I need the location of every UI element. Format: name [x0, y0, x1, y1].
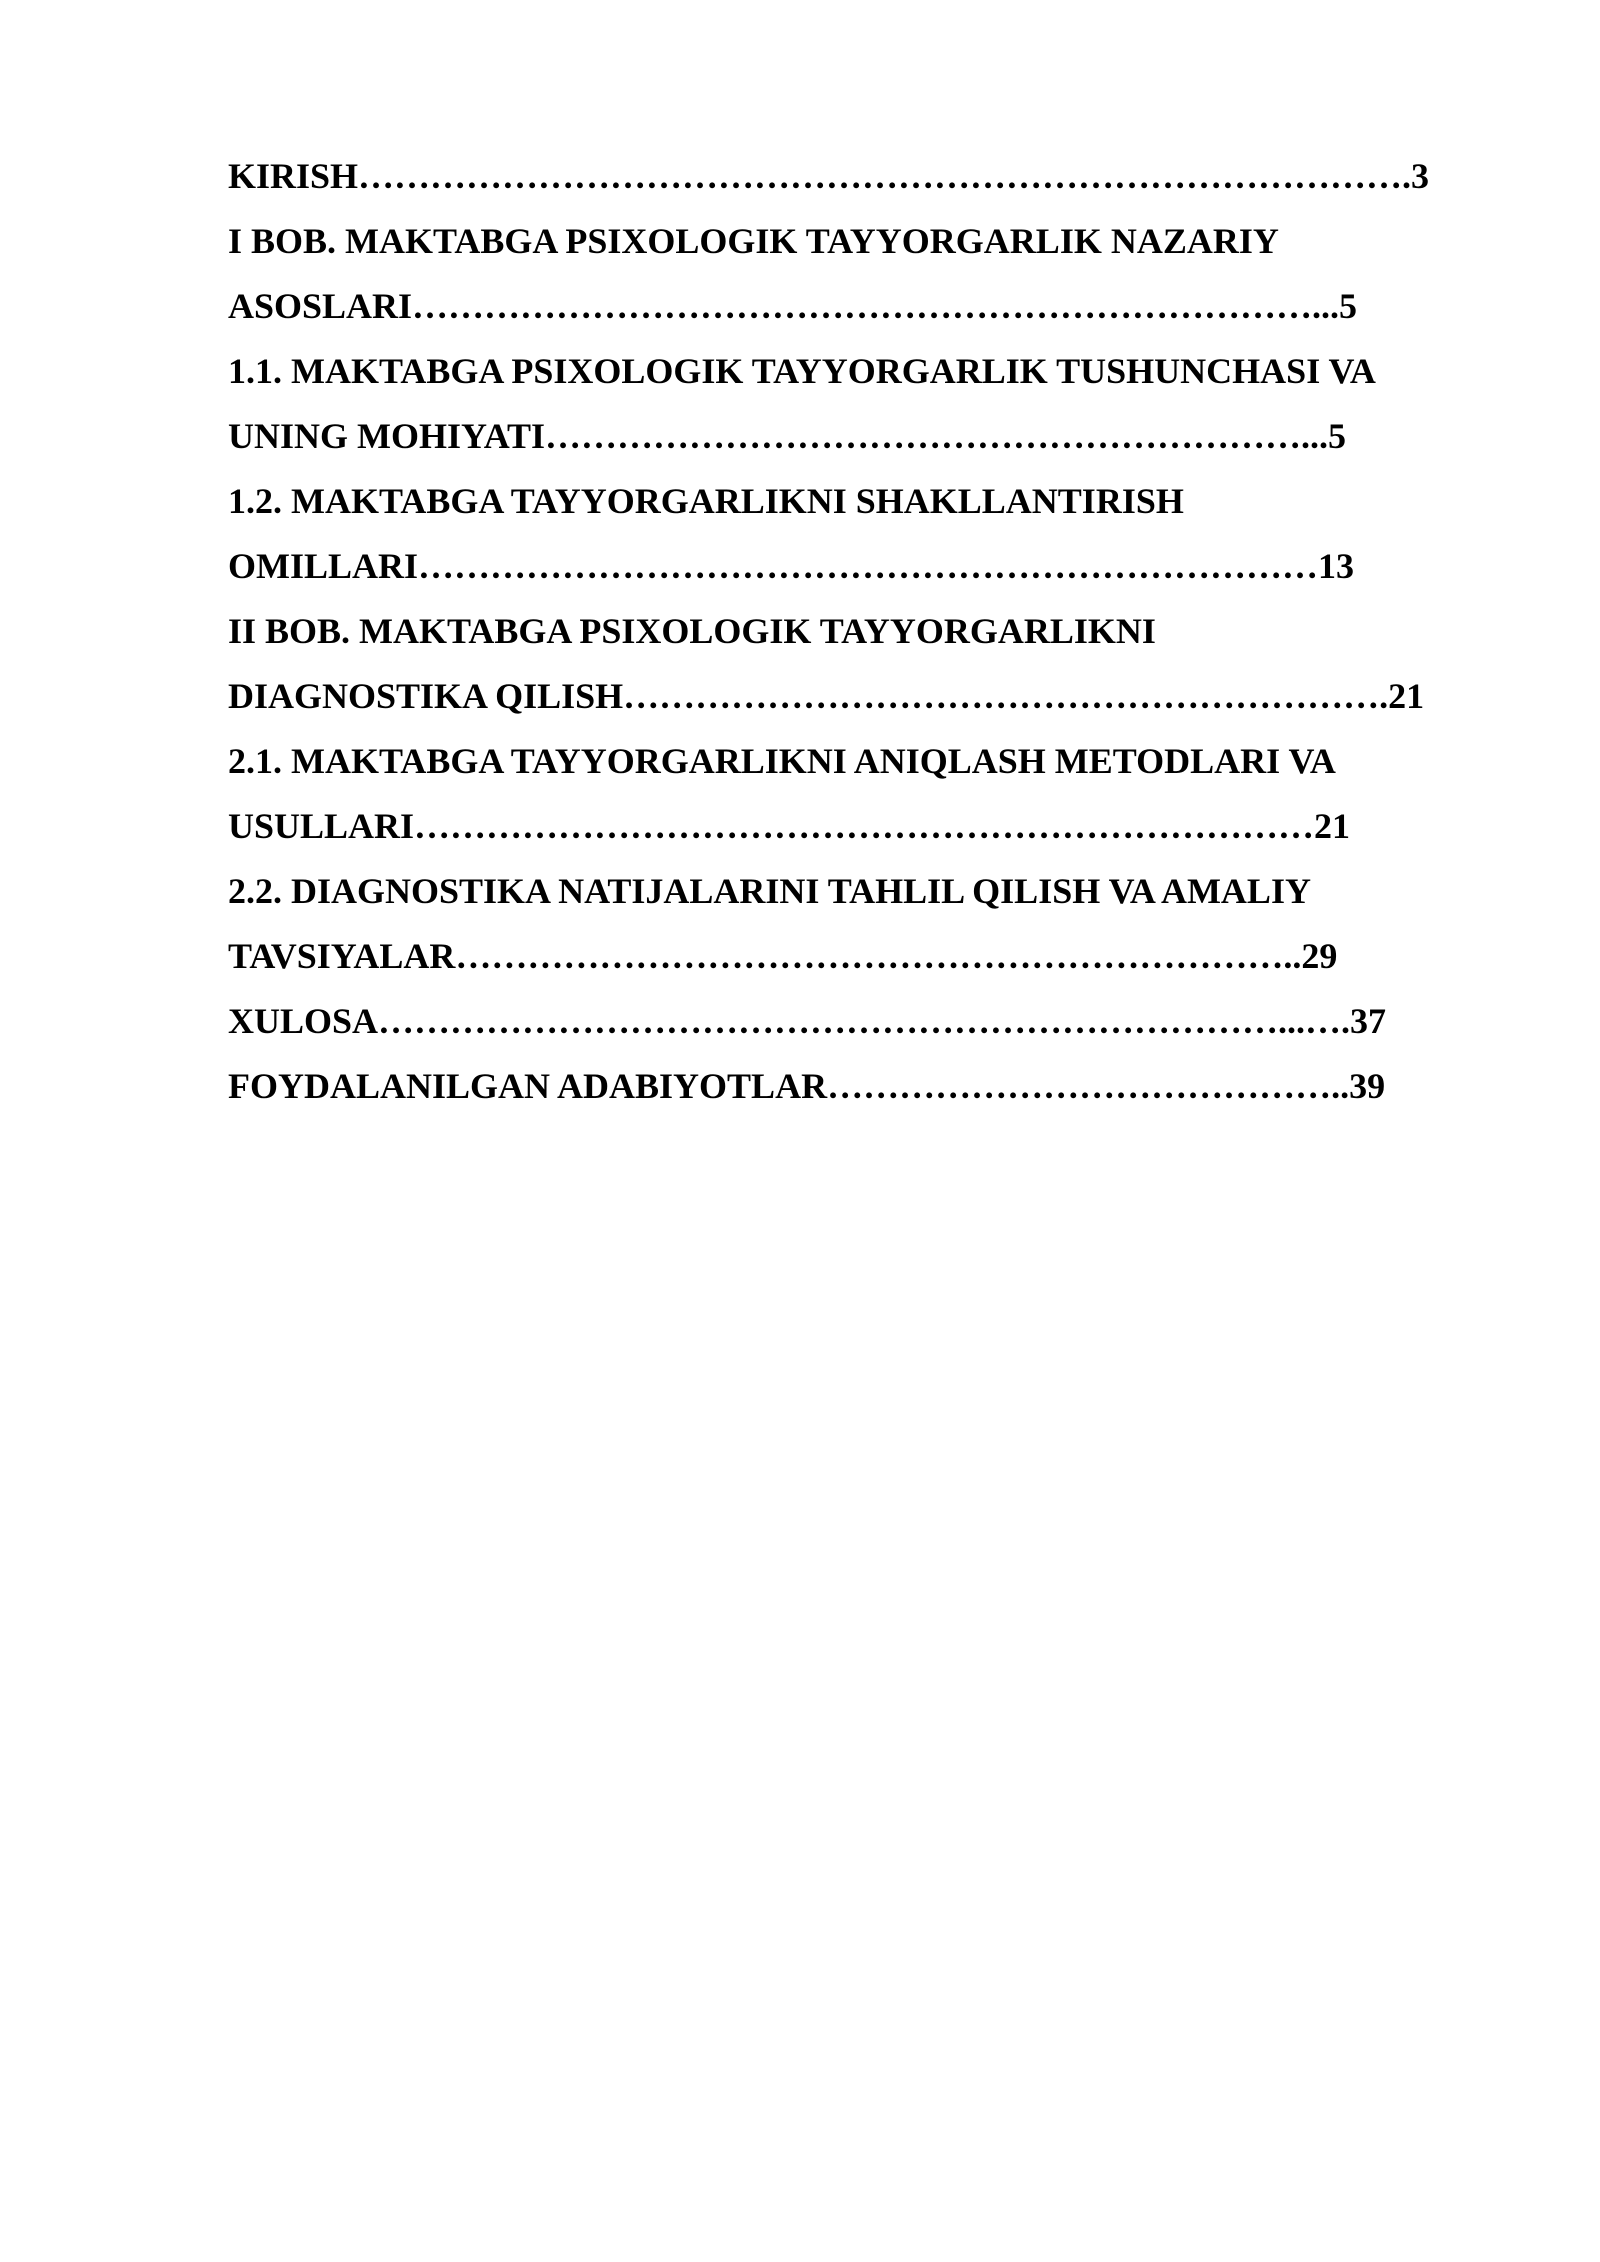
toc-entry-section-2-2-cont: TAVSIYALAR……………………………………………………………..29 [228, 936, 1338, 976]
toc-entry-chapter-2-title: II BOB. MAKTABGA PSIXOLOGIK TAYYORGARLIKNI [228, 611, 1156, 651]
table-of-contents [228, 144, 1484, 1119]
toc-entry-kirish: KIRISH…………………………………………………………………………….3 [228, 156, 1430, 196]
toc-entry-section-2-1-cont: USULLARI…………………………………………………………………21 [228, 806, 1351, 846]
toc-entry-section-1-1: 1.1. MAKTABGA PSIXOLOGIK TAYYORGARLIK TUSHUNCHASI VA [228, 351, 1376, 391]
toc-entry-section-1-2: 1.2. MAKTABGA TAYYORGARLIKNI SHAKLLANTIRISH [228, 481, 1184, 521]
toc-entry-xulosa: XULOSA…………………………………………………………………...….37 [228, 1001, 1387, 1041]
toc-entry-chapter-1-title: I BOB. MAKTABGA PSIXOLOGIK TAYYORGARLIK NAZARIY [228, 221, 1279, 261]
toc-entry-section-2-2: 2.2. DIAGNOSTIKA NATIJALARINI TAHLIL QILISH VA AMALIY [228, 871, 1311, 911]
toc-entry-chapter-1-title-cont: ASOSLARI…………………………………………………………………...5 [228, 286, 1358, 326]
toc-entry-section-1-2-cont: OMILLARI…………………………………………………………………13 [228, 546, 1355, 586]
toc-entry-section-1-1-cont: UNING MOHIYATI………………………………………………………...5 [228, 416, 1347, 456]
toc-entry-chapter-2-title-cont: DIAGNOSTIKA QILISH……………………………………………………….21 [228, 676, 1425, 716]
toc-entry-adabiyotlar: FOYDALANILGAN ADABIYOTLAR……………………………………..39 [228, 1066, 1386, 1106]
toc-entry-section-2-1: 2.1. MAKTABGA TAYYORGARLIKNI ANIQLASH METODLARI VA [228, 741, 1336, 781]
